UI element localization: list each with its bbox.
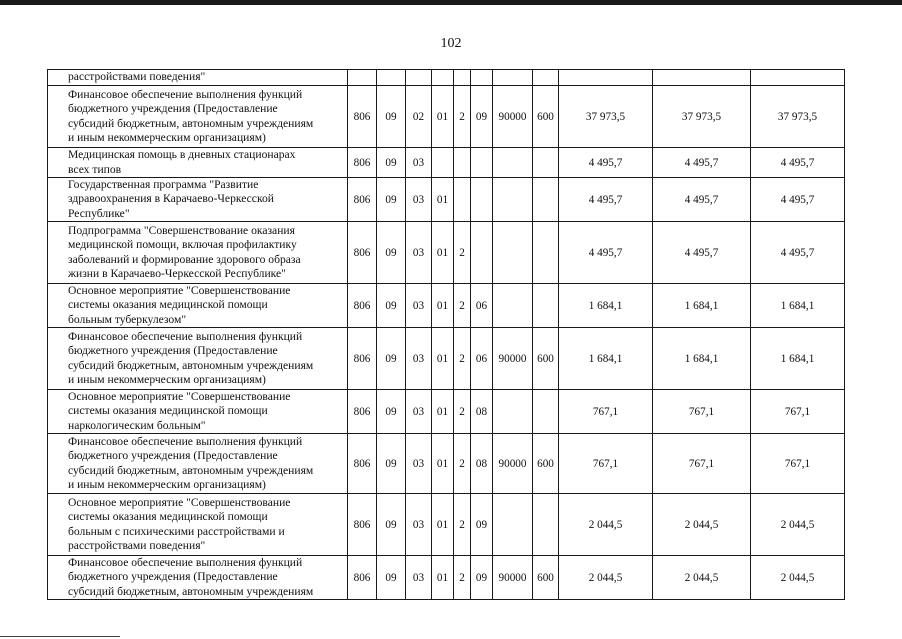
item-name-cell xyxy=(48,178,348,222)
expense-type-code-cell xyxy=(533,178,559,222)
section-code-cell: 09 xyxy=(377,494,406,556)
item-name-cell xyxy=(48,86,348,148)
expense-type-code-cell xyxy=(533,390,559,434)
section-code-cell xyxy=(377,70,406,86)
admin-code-cell: 806 xyxy=(348,178,377,222)
top-border-rule xyxy=(0,0,902,5)
amount-year-3-cell: 4 495,7 xyxy=(751,148,845,178)
section-code-cell: 09 xyxy=(377,390,406,434)
item-name-line: Основное мероприятие "Совершенствование xyxy=(68,390,291,404)
item-name-line: здравоохранения в Карачаево-Черкесской xyxy=(68,192,274,206)
expense-type-code-cell: 600 xyxy=(533,556,559,600)
item-name-cell xyxy=(48,328,348,390)
subsection-code-cell: 03 xyxy=(406,284,432,328)
amount-year-2-cell: 4 495,7 xyxy=(653,178,751,222)
admin-code-cell: 806 xyxy=(348,284,377,328)
subprogram-code-cell: 2 xyxy=(454,556,471,600)
subprogram-code-cell: 2 xyxy=(454,86,471,148)
amount-year-2-cell: 1 684,1 xyxy=(653,284,751,328)
amount-year-3-cell: 2 044,5 xyxy=(751,494,845,556)
expense-type-code-cell xyxy=(533,70,559,86)
table-row xyxy=(48,328,845,390)
amount-year-3-cell: 4 495,7 xyxy=(751,178,845,222)
event-code-cell xyxy=(471,178,493,222)
item-name-line: системы оказания медицинской помощи xyxy=(68,404,268,418)
expense-type-code-cell xyxy=(533,222,559,284)
item-name-line: Республике" xyxy=(68,206,130,220)
expense-type-code-cell: 600 xyxy=(533,328,559,390)
item-name-line: Подпрограмма "Совершенствование оказания xyxy=(68,223,295,237)
table-row xyxy=(48,434,845,494)
amount-year-1-cell: 4 495,7 xyxy=(559,148,653,178)
table-row xyxy=(48,70,845,86)
amount-year-1-cell: 4 495,7 xyxy=(559,222,653,284)
admin-code-cell: 806 xyxy=(348,556,377,600)
item-name-line: медицинской помощи, включая профилактику xyxy=(68,238,297,252)
item-name-line: Финансовое обеспечение выполнения функций xyxy=(68,87,303,101)
item-name-line: и иным некоммерческим организациям) xyxy=(68,130,266,144)
amount-year-1-cell: 2 044,5 xyxy=(559,494,653,556)
subprogram-code-cell xyxy=(454,148,471,178)
item-name-line: наркологическим больным" xyxy=(68,418,206,432)
item-name-line: Финансовое обеспечение выполнения функций xyxy=(68,329,303,343)
table-row xyxy=(48,494,845,556)
item-name-cell xyxy=(48,70,348,86)
program-code-cell xyxy=(432,148,454,178)
event-code-cell xyxy=(471,222,493,284)
table-row xyxy=(48,222,845,284)
item-name-cell xyxy=(48,222,348,284)
admin-code-cell: 806 xyxy=(348,148,377,178)
amount-year-2-cell: 37 973,5 xyxy=(653,86,751,148)
subsection-code-cell: 03 xyxy=(406,328,432,390)
section-code-cell: 09 xyxy=(377,178,406,222)
admin-code-cell: 806 xyxy=(348,434,377,494)
item-name-line: жизни в Карачаево-Черкесской Республике" xyxy=(68,266,286,280)
amount-year-3-cell: 2 044,5 xyxy=(751,556,845,600)
section-code-cell: 09 xyxy=(377,556,406,600)
amount-year-2-cell: 1 684,1 xyxy=(653,328,751,390)
section-code-cell: 09 xyxy=(377,284,406,328)
item-name-line: и иным некоммерческим организациям) xyxy=(68,372,266,386)
direction-code-cell: 90000 xyxy=(493,434,533,494)
item-name-line: системы оказания медицинской помощи xyxy=(68,510,268,524)
event-code-cell: 06 xyxy=(471,328,493,390)
program-code-cell: 01 xyxy=(432,390,454,434)
amount-year-1-cell: 4 495,7 xyxy=(559,178,653,222)
amount-year-1-cell: 1 684,1 xyxy=(559,328,653,390)
item-name-cell xyxy=(48,434,348,494)
subsection-code-cell: 03 xyxy=(406,178,432,222)
admin-code-cell: 806 xyxy=(348,328,377,390)
item-name-cell xyxy=(48,148,348,178)
item-name-line: субсидий бюджетным, автономным учреждениям xyxy=(68,463,314,477)
amount-year-3-cell: 767,1 xyxy=(751,390,845,434)
amount-year-2-cell: 2 044,5 xyxy=(653,556,751,600)
event-code-cell xyxy=(471,70,493,86)
amount-year-2-cell: 4 495,7 xyxy=(653,148,751,178)
subprogram-code-cell xyxy=(454,178,471,222)
item-name-line: заболеваний и формирование здорового образа xyxy=(68,252,301,266)
item-name-line: субсидий бюджетным, автономным учреждениям xyxy=(68,116,314,130)
item-name-line: бюджетного учреждения (Предоставление xyxy=(68,102,278,116)
expense-type-code-cell: 600 xyxy=(533,434,559,494)
subprogram-code-cell xyxy=(454,70,471,86)
bottom-scan-mark xyxy=(0,636,120,637)
section-code-cell: 09 xyxy=(377,86,406,148)
item-name-line: системы оказания медицинской помощи xyxy=(68,298,268,312)
amount-year-1-cell: 2 044,5 xyxy=(559,556,653,600)
amount-year-3-cell: 1 684,1 xyxy=(751,328,845,390)
direction-code-cell xyxy=(493,222,533,284)
direction-code-cell: 90000 xyxy=(493,556,533,600)
page-number: 102 xyxy=(440,36,462,51)
event-code-cell: 08 xyxy=(471,434,493,494)
amount-year-2-cell xyxy=(653,70,751,86)
budget-table-body xyxy=(48,70,845,600)
direction-code-cell: 90000 xyxy=(493,328,533,390)
table-row xyxy=(48,284,845,328)
amount-year-3-cell: 767,1 xyxy=(751,434,845,494)
program-code-cell: 01 xyxy=(432,494,454,556)
program-code-cell: 01 xyxy=(432,178,454,222)
table-row xyxy=(48,556,845,600)
subprogram-code-cell: 2 xyxy=(454,434,471,494)
amount-year-2-cell: 767,1 xyxy=(653,390,751,434)
program-code-cell: 01 xyxy=(432,86,454,148)
item-name-line: субсидий бюджетным, автономным учреждениям xyxy=(68,358,314,372)
program-code-cell: 01 xyxy=(432,556,454,600)
admin-code-cell: 806 xyxy=(348,390,377,434)
item-name-line: Основное мероприятие "Совершенствование xyxy=(68,284,291,298)
item-name-line: бюджетного учреждения (Предоставление xyxy=(68,344,278,358)
subprogram-code-cell: 2 xyxy=(454,390,471,434)
amount-year-2-cell: 4 495,7 xyxy=(653,222,751,284)
section-code-cell: 09 xyxy=(377,434,406,494)
expense-type-code-cell xyxy=(533,494,559,556)
program-code-cell: 01 xyxy=(432,434,454,494)
expense-type-code-cell xyxy=(533,148,559,178)
direction-code-cell: 90000 xyxy=(493,86,533,148)
item-name-line: больным туберкулезом" xyxy=(68,312,187,326)
subprogram-code-cell: 2 xyxy=(454,222,471,284)
direction-code-cell xyxy=(493,284,533,328)
direction-code-cell xyxy=(493,494,533,556)
subsection-code-cell: 03 xyxy=(406,390,432,434)
item-name-line: бюджетного учреждения (Предоставление xyxy=(68,449,278,463)
amount-year-3-cell: 4 495,7 xyxy=(751,222,845,284)
subsection-code-cell: 03 xyxy=(406,148,432,178)
event-code-cell: 08 xyxy=(471,390,493,434)
program-code-cell: 01 xyxy=(432,284,454,328)
subprogram-code-cell: 2 xyxy=(454,284,471,328)
subprogram-code-cell: 2 xyxy=(454,328,471,390)
item-name-cell xyxy=(48,556,348,600)
event-code-cell: 09 xyxy=(471,556,493,600)
item-name-line: Медицинская помощь в дневных стационарах xyxy=(68,148,296,162)
expense-type-code-cell: 600 xyxy=(533,86,559,148)
amount-year-3-cell: 1 684,1 xyxy=(751,284,845,328)
section-code-cell: 09 xyxy=(377,148,406,178)
item-name-line: Финансовое обеспечение выполнения функций xyxy=(68,556,303,570)
subsection-code-cell: 03 xyxy=(406,494,432,556)
amount-year-1-cell xyxy=(559,70,653,86)
item-name-cell xyxy=(48,494,348,556)
event-code-cell: 09 xyxy=(471,86,493,148)
amount-year-1-cell: 37 973,5 xyxy=(559,86,653,148)
item-name-line: больным с психическими расстройствами и xyxy=(68,524,285,538)
direction-code-cell xyxy=(493,178,533,222)
admin-code-cell xyxy=(348,70,377,86)
amount-year-3-cell xyxy=(751,70,845,86)
amount-year-1-cell: 767,1 xyxy=(559,434,653,494)
item-name-line: Основное мероприятие "Совершенствование xyxy=(68,495,291,509)
subsection-code-cell: 03 xyxy=(406,222,432,284)
subsection-code-cell xyxy=(406,70,432,86)
program-code-cell: 01 xyxy=(432,222,454,284)
subprogram-code-cell: 2 xyxy=(454,494,471,556)
budget-table xyxy=(47,69,845,600)
event-code-cell: 06 xyxy=(471,284,493,328)
event-code-cell xyxy=(471,148,493,178)
item-name-cell xyxy=(48,390,348,434)
subsection-code-cell: 03 xyxy=(406,434,432,494)
direction-code-cell xyxy=(493,70,533,86)
direction-code-cell xyxy=(493,148,533,178)
item-name-line: расстройствами поведения" xyxy=(68,70,206,84)
item-name-line: Финансовое обеспечение выполнения функций xyxy=(68,434,303,448)
amount-year-2-cell: 767,1 xyxy=(653,434,751,494)
event-code-cell: 09 xyxy=(471,494,493,556)
item-name-line: всех типов xyxy=(68,162,122,176)
admin-code-cell: 806 xyxy=(348,494,377,556)
subsection-code-cell: 02 xyxy=(406,86,432,148)
admin-code-cell: 806 xyxy=(348,86,377,148)
item-name-line: расстройствами поведения" xyxy=(68,538,206,552)
expense-type-code-cell xyxy=(533,284,559,328)
amount-year-1-cell: 767,1 xyxy=(559,390,653,434)
amount-year-1-cell: 1 684,1 xyxy=(559,284,653,328)
item-name-line: и иным некоммерческим организациям) xyxy=(68,477,266,491)
section-code-cell: 09 xyxy=(377,222,406,284)
table-row xyxy=(48,86,845,148)
item-name-line: субсидий бюджетным, автономным учреждениям xyxy=(68,584,314,598)
admin-code-cell: 806 xyxy=(348,222,377,284)
item-name-cell xyxy=(48,284,348,328)
item-name-line: Государственная программа "Развитие xyxy=(68,178,259,192)
amount-year-3-cell: 37 973,5 xyxy=(751,86,845,148)
table-row xyxy=(48,148,845,178)
program-code-cell xyxy=(432,70,454,86)
subsection-code-cell: 03 xyxy=(406,556,432,600)
amount-year-2-cell: 2 044,5 xyxy=(653,494,751,556)
direction-code-cell xyxy=(493,390,533,434)
table-row xyxy=(48,390,845,434)
section-code-cell: 09 xyxy=(377,328,406,390)
table-row xyxy=(48,178,845,222)
program-code-cell: 01 xyxy=(432,328,454,390)
item-name-line: бюджетного учреждения (Предоставление xyxy=(68,570,278,584)
